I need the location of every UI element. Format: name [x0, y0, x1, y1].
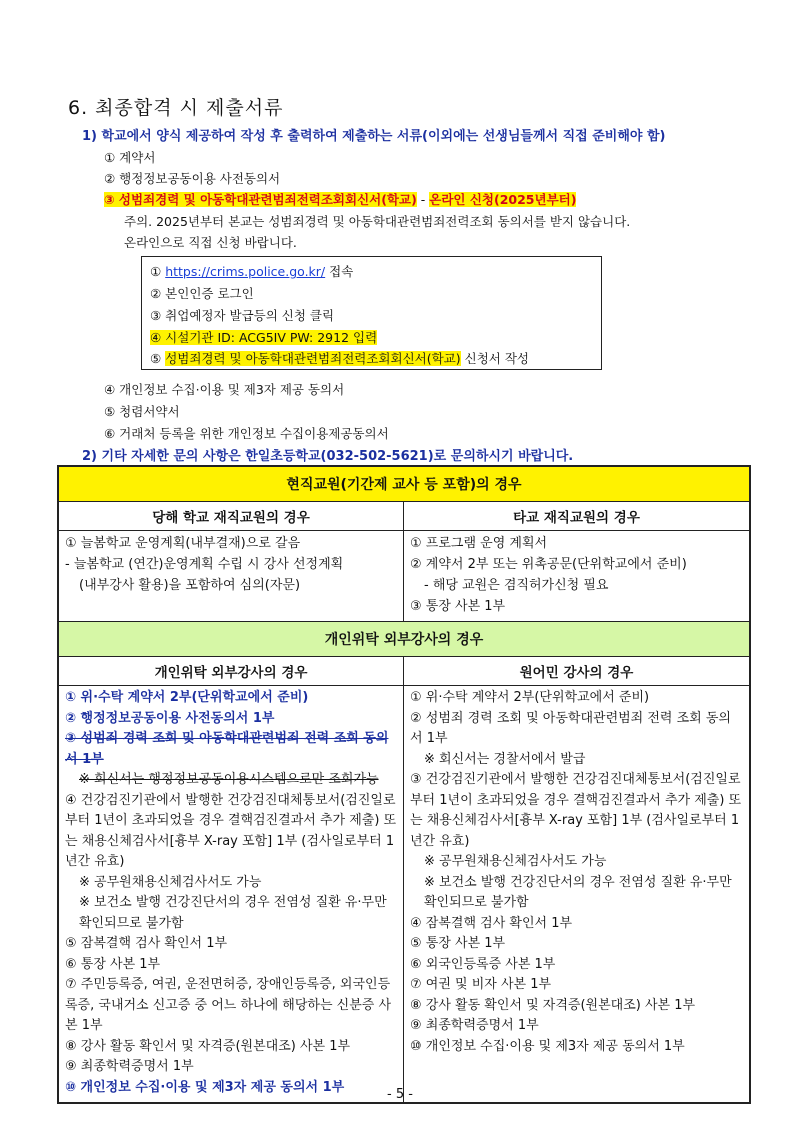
notice-line: 주의. 2025년부터 본교는 성범죄경력 및 아동학대관련범죄전력조회 동의서를 받지 않습니다. [124, 214, 631, 229]
col-external-instructor [59, 657, 404, 1102]
list-item: ② 행정정보공동이용 사전동의서 [104, 171, 281, 186]
col-head: 당해 학교 재직교원의 경우 [59, 502, 403, 531]
cell-line: ① 위·수탁 계약서 2부(단위학교에서 준비) [410, 690, 650, 705]
row-external [59, 657, 749, 1102]
cell-line: ④ 건강검진기관에서 발행한 건강검진대체통보서(검진일로부터 1년이 초과되었을 경우 결핵검진결과서 추가 제출) 또는 채용신체검사서[흉부 X-ray 포함] 1부 (검사일로부터 1년간 유효) [65, 792, 397, 869]
cell-line: ※ 공무원채용신체검사서도 가능 [424, 854, 607, 869]
step-5-highlight: 성범죄경력 및 아동학대관련범죄전력조회회신서(학교) [165, 351, 461, 366]
cell-line: ※ 보건소 발행 건강진단서의 경우 전염성 질환 유·무만 확인되므로 불가함 [79, 895, 387, 931]
item3-main: ③ 성범죄경력 및 아동학대관련범죄전력조회회신서(학교) [104, 192, 417, 207]
step-3: ③ 취업예정자 발급등의 신청 클릭 [150, 308, 335, 323]
list-item: ⑤ 청렴서약서 [104, 404, 180, 419]
cell-line: ⑦ 여권 및 비자 사본 1부 [410, 977, 552, 992]
list-item-3 [104, 190, 576, 208]
cell-line: ※ 공무원채용신체검사서도 가능 [79, 874, 262, 890]
col-head: 개인위탁 외부강사의 경우 [59, 657, 403, 686]
col-head: 타교 재직교원의 경우 [404, 502, 749, 531]
cell-line: ③ 건강검진기관에서 발행한 건강검진대체통보서(검진일로부터 1년이 초과되었을 경우 결핵검진결과서 추가 제출) 또는 채용신체검사서[흉부 X-ray 포함] 1부 (검사일로부터 1년간 유효) [410, 772, 742, 849]
cell-line: ② 성범죄 경력 조회 및 아동학대관련범죄 전력 조회 동의서 1부 [410, 710, 731, 746]
cell-line: ⑤ 잠복결핵 검사 확인서 1부 [65, 936, 228, 951]
cell-line: ③ 통장 사본 1부 [410, 599, 506, 614]
step-number: ⑤ [150, 351, 162, 366]
list-item: ① 계약서 [104, 150, 156, 165]
step-4 [150, 328, 377, 346]
section-heading: 6. 최종합격 시 제출서류 [68, 97, 284, 119]
cell-line: ② 행정정보공동이용 사전동의서 1부 [65, 710, 275, 726]
list-item: ⑥ 거래처 등록을 위한 개인정보 수집이용제공동의서 [104, 426, 389, 441]
step-number: ① [150, 264, 162, 279]
cell-line: ⑥ 통장 사본 1부 [65, 956, 161, 972]
cell-line: ③ 성범죄 경력 조회 및 아동학대관련범죄 전력 조회 동의서 1부 [65, 731, 389, 767]
list-item: ④ 개인정보 수집·이용 및 제3자 제공 동의서 [104, 382, 345, 397]
step-1 [150, 262, 353, 280]
step-5 [150, 349, 529, 367]
cell-line: ⑩ 개인정보 수집·이용 및 제3자 제공 동의서 1부 [65, 1079, 345, 1095]
cell-line: ⑧ 강사 활동 확인서 및 자격증(원본대조) 사본 1부 [410, 997, 696, 1013]
step-text: 신청서 작성 [460, 351, 529, 366]
cell-line: ※ 보건소 발행 건강진단서의 경우 전염성 질환 유·무만 확인되므로 불가함 [424, 874, 732, 910]
subheading-2: 2) 기타 자세한 문의 사항은 한일초등학교(032-502-5621)로 문의하시기 바랍니다. [82, 449, 574, 464]
cell-line: ② 계약서 2부 또는 위촉공문(단위학교에서 준비) [410, 557, 687, 572]
cell [404, 531, 749, 621]
crims-link[interactable]: https://crims.police.go.kr/ [165, 264, 326, 279]
cell-line: ⑥ 외국인등록증 사본 1부 [410, 956, 556, 972]
cell [59, 531, 403, 600]
col-head: 원어민 강사의 경우 [404, 657, 749, 686]
item3-online: 온라인 신청(2025년부터) [429, 192, 577, 207]
subheading-1: 1) 학교에서 양식 제공하여 작성 후 출력하여 제출하는 서류(이외에는 선생님들께서 직접 준비해야 함) [82, 129, 666, 144]
notice-line: 온라인으로 직접 신청 바랍니다. [124, 235, 297, 250]
row-teachers [59, 502, 749, 621]
col-own-school [59, 502, 404, 621]
cell-line: ① 늘봄학교 운영계획(내부결재)으로 갈음 [65, 536, 301, 551]
cell-line: - 해당 교원은 겸직허가신청 필요 [424, 578, 609, 593]
cell-line: - 늘봄학교 (연간)운영계획 수립 시 강사 선정계획 [65, 557, 344, 572]
band-external-instructors: 개인위탁 외부강사의 경우 [59, 621, 749, 657]
cell-line: ⑨ 최종학력증명서 1부 [65, 1059, 194, 1074]
cell-line: ⑧ 강사 활동 확인서 및 자격증(원본대조) 사본 1부 [65, 1038, 351, 1054]
cell-line: ④ 잠복결핵 검사 확인서 1부 [410, 915, 573, 931]
documents-table [57, 465, 751, 1104]
page-number: - 5 - [387, 1087, 413, 1102]
online-steps-box [141, 256, 602, 370]
col-native-instructor [404, 657, 749, 1102]
cell [404, 686, 749, 1061]
cell-line: ⑤ 통장 사본 1부 [410, 936, 506, 951]
col-other-school [404, 502, 749, 621]
cell [59, 686, 403, 1102]
cell-line: ① 위·수탁 계약서 2부(단위학교에서 준비) [65, 690, 309, 705]
cell-line: ① 프로그램 운영 계획서 [410, 536, 548, 551]
cell-line: ※ 회신서는 행정정보공동이용시스템으로만 조회가능 [79, 772, 379, 787]
cell-line: (내부강사 활용)을 포함하여 심의(자문) [79, 578, 301, 593]
item3-sep: - [416, 192, 430, 207]
band-current-teachers: 현직교원(기간제 교사 등 포함)의 경우 [59, 467, 749, 502]
step-2: ② 본인인증 로그인 [150, 286, 254, 301]
cell-line: ⑩ 개인정보 수집·이용 및 제3자 제공 동의서 1부 [410, 1038, 685, 1054]
cell-line: ⑦ 주민등록증, 여권, 운전면허증, 장애인등록증, 외국인등록증, 국내거소 신고증 중 어느 하나에 해당하는 신분증 사본 1부 [65, 977, 392, 1033]
cell-line: ※ 회신서는 경찰서에서 발급 [424, 751, 586, 767]
step-text: 접속 [329, 264, 354, 279]
cell-line: ⑨ 최종학력증명서 1부 [410, 1018, 539, 1033]
step-4-text: ④ 시설기관 ID: ACG5IV PW: 2912 입력 [150, 330, 378, 345]
